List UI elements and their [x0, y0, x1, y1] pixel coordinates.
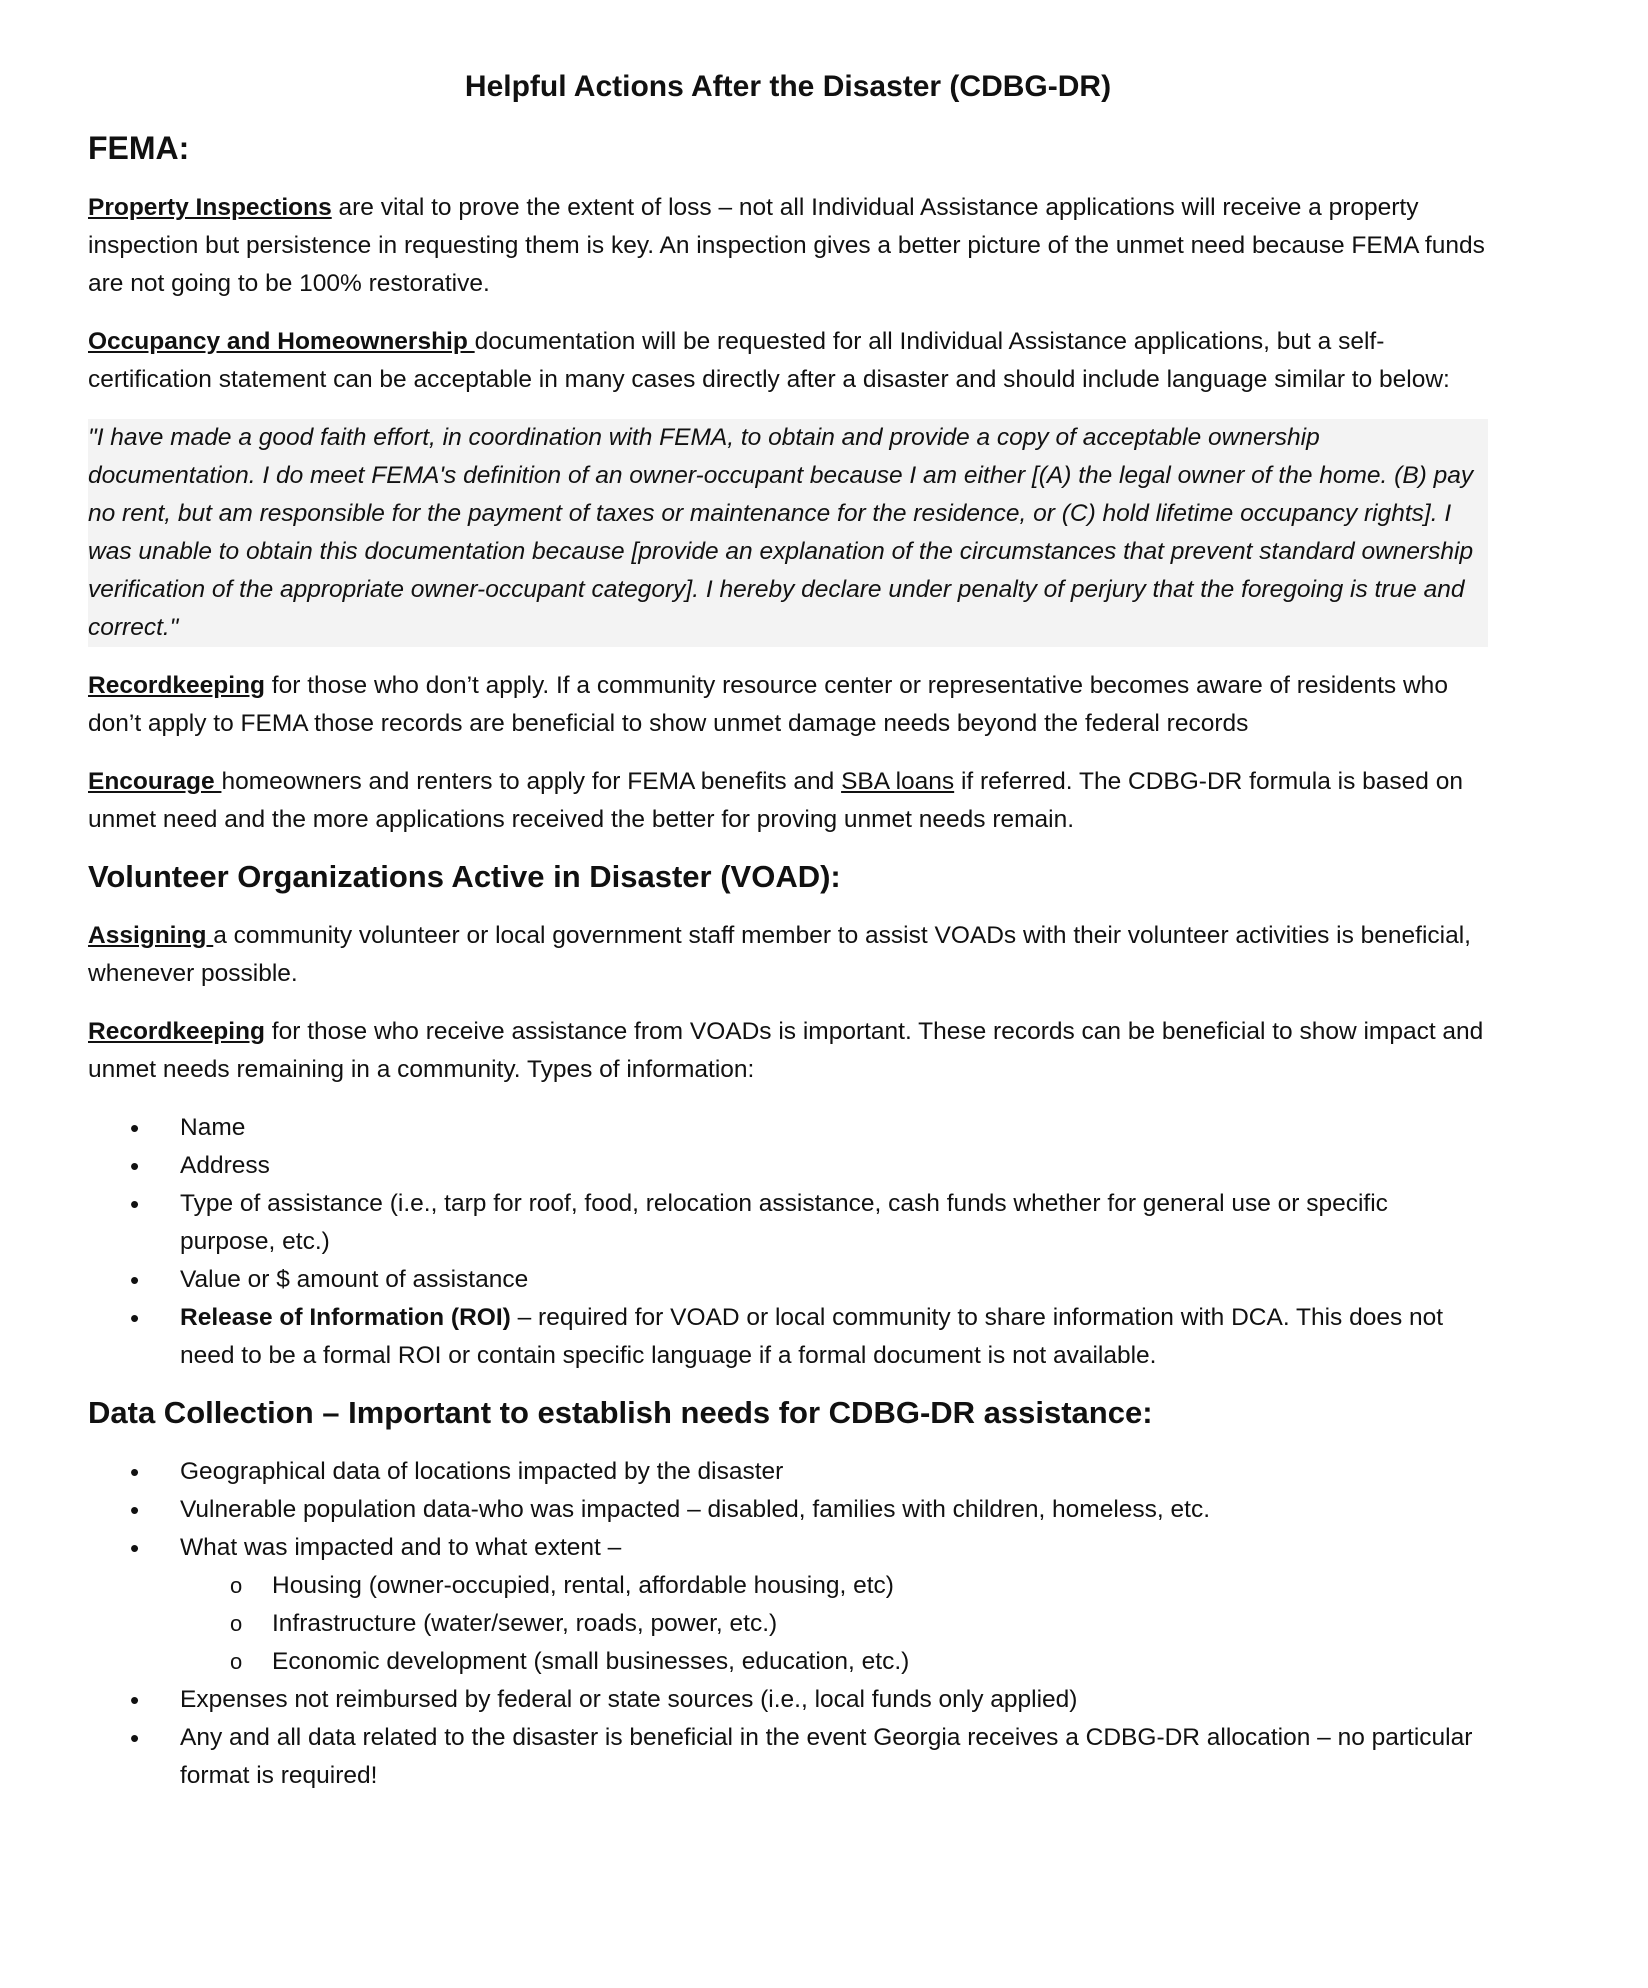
occupancy-text: documentation will be requested for all Individual Assistance applications, but a self-certification statement can be acceptable in many cases directly after a disaster and should include language similar to below: — [88, 328, 1450, 393]
sub-list-item: o Economic development (small businesses, education, etc.) — [180, 1643, 1488, 1681]
list-item: • Address — [88, 1147, 1488, 1185]
recordkeeping-fema-text: for those who don’t apply. If a community resource center or representative becomes aware of residents who don’t apply to FEMA those records are beneficial to show unmet damage needs beyond the federal records — [88, 672, 1448, 737]
fema-heading: FEMA: — [88, 130, 190, 166]
encourage-text-b: if referred. The CDBG-DR formula is based on unmet need and the more applications received the better for proving unmet needs remain. — [88, 768, 1463, 833]
encourage-paragraph — [88, 763, 1488, 839]
document-page — [88, 70, 1488, 1815]
sub-list-item: o Infrastructure (water/sewer, roads, power, etc.) — [180, 1605, 1488, 1643]
property-inspections-text: are vital to prove the extent of loss – not all Individual Assistance applications will receive a property inspection but persistence in requesting them is key. An inspection gives a better picture of the unmet need because FEMA funds are not going to be 100% restorative. — [88, 194, 1485, 297]
sba-loans-link[interactable]: SBA loans — [841, 768, 955, 795]
list-item-text: What was impacted and to what extent – — [180, 1534, 622, 1561]
recordkeeping-fema-paragraph — [88, 667, 1488, 743]
occupancy-paragraph — [88, 323, 1488, 399]
roi-lead: Release of Information (ROI) — [180, 1304, 511, 1331]
list-item: • Expenses not reimbursed by federal or state sources (i.e., local funds only applied) — [88, 1681, 1488, 1719]
list-item-roi — [88, 1299, 1488, 1375]
recordkeeping-voad-text: for those who receive assistance from VOADs is important. These records can be beneficial to show impact and unmet needs remaining in a community. Types of information: — [88, 1018, 1484, 1083]
impact-sub-list — [180, 1567, 1488, 1681]
encourage-text-a: homeowners and renters to apply for FEMA benefits and — [221, 768, 842, 795]
assigning-paragraph — [88, 917, 1488, 993]
voad-info-list — [88, 1109, 1488, 1375]
data-collection-list — [88, 1453, 1488, 1795]
list-item: • Geographical data of locations impacted by the disaster — [88, 1453, 1488, 1491]
assigning-lead: Assigning — [88, 922, 214, 949]
property-inspections-paragraph — [88, 189, 1488, 303]
recordkeeping-voad-lead: Recordkeeping — [88, 1018, 265, 1045]
list-item: • Name — [88, 1109, 1488, 1147]
quote-text: "I have made a good faith effort, in coordination with FEMA, to obtain and provide a copy of acceptable ownership documentation. I do meet FEMA's definition of an owner-occupant because I am either [(A) the legal owner of the home. (B) pay no rent, but am responsible for the payment of taxes or maintenance for the residence, or (C) hold lifetime occupancy rights]. I was unable to obtain this documentation because [provide an explanation of the circumstances that prevent standard ownership verification of the appropriate owner-occupant category]. I hereby declare under penalty of perjury that the foregoing is true and correct." — [88, 419, 1488, 647]
recordkeeping-voad-paragraph — [88, 1013, 1488, 1089]
data-collection-heading: Data Collection – Important to establish needs for CDBG-DR assistance: — [88, 1395, 1153, 1430]
self-certification-quote — [88, 419, 1488, 647]
list-item: • Type of assistance (i.e., tarp for roof, food, relocation assistance, cash funds whether for general use or specific purpose, etc.) — [88, 1185, 1488, 1261]
list-item: • Value or $ amount of assistance — [88, 1261, 1488, 1299]
encourage-lead: Encourage — [88, 768, 222, 795]
document-title: Helpful Actions After the Disaster (CDBG-DR) — [464, 70, 1112, 103]
voad-heading: Volunteer Organizations Active in Disaster (VOAD): — [88, 859, 841, 894]
list-item: • Any and all data related to the disaster is beneficial in the event Georgia receives a CDBG-DR allocation – no particular format is required! — [88, 1719, 1488, 1795]
assigning-text: a community volunteer or local government staff member to assist VOADs with their volunteer activities is beneficial, whenever possible. — [88, 922, 1471, 987]
recordkeeping-fema-lead: Recordkeeping — [88, 672, 265, 699]
roi-text: – required for VOAD or local community to share information with DCA. This does not need to be a formal ROI or contain specific language if a formal document is not available. — [180, 1304, 1444, 1369]
list-item — [88, 1529, 1488, 1681]
occupancy-lead: Occupancy and Homeownership — [88, 328, 475, 355]
list-item: • Vulnerable population data-who was impacted – disabled, families with children, homeless, etc. — [88, 1491, 1488, 1529]
sub-list-item: o Housing (owner-occupied, rental, affordable housing, etc) — [180, 1567, 1488, 1605]
property-inspections-lead: Property Inspections — [88, 194, 332, 221]
